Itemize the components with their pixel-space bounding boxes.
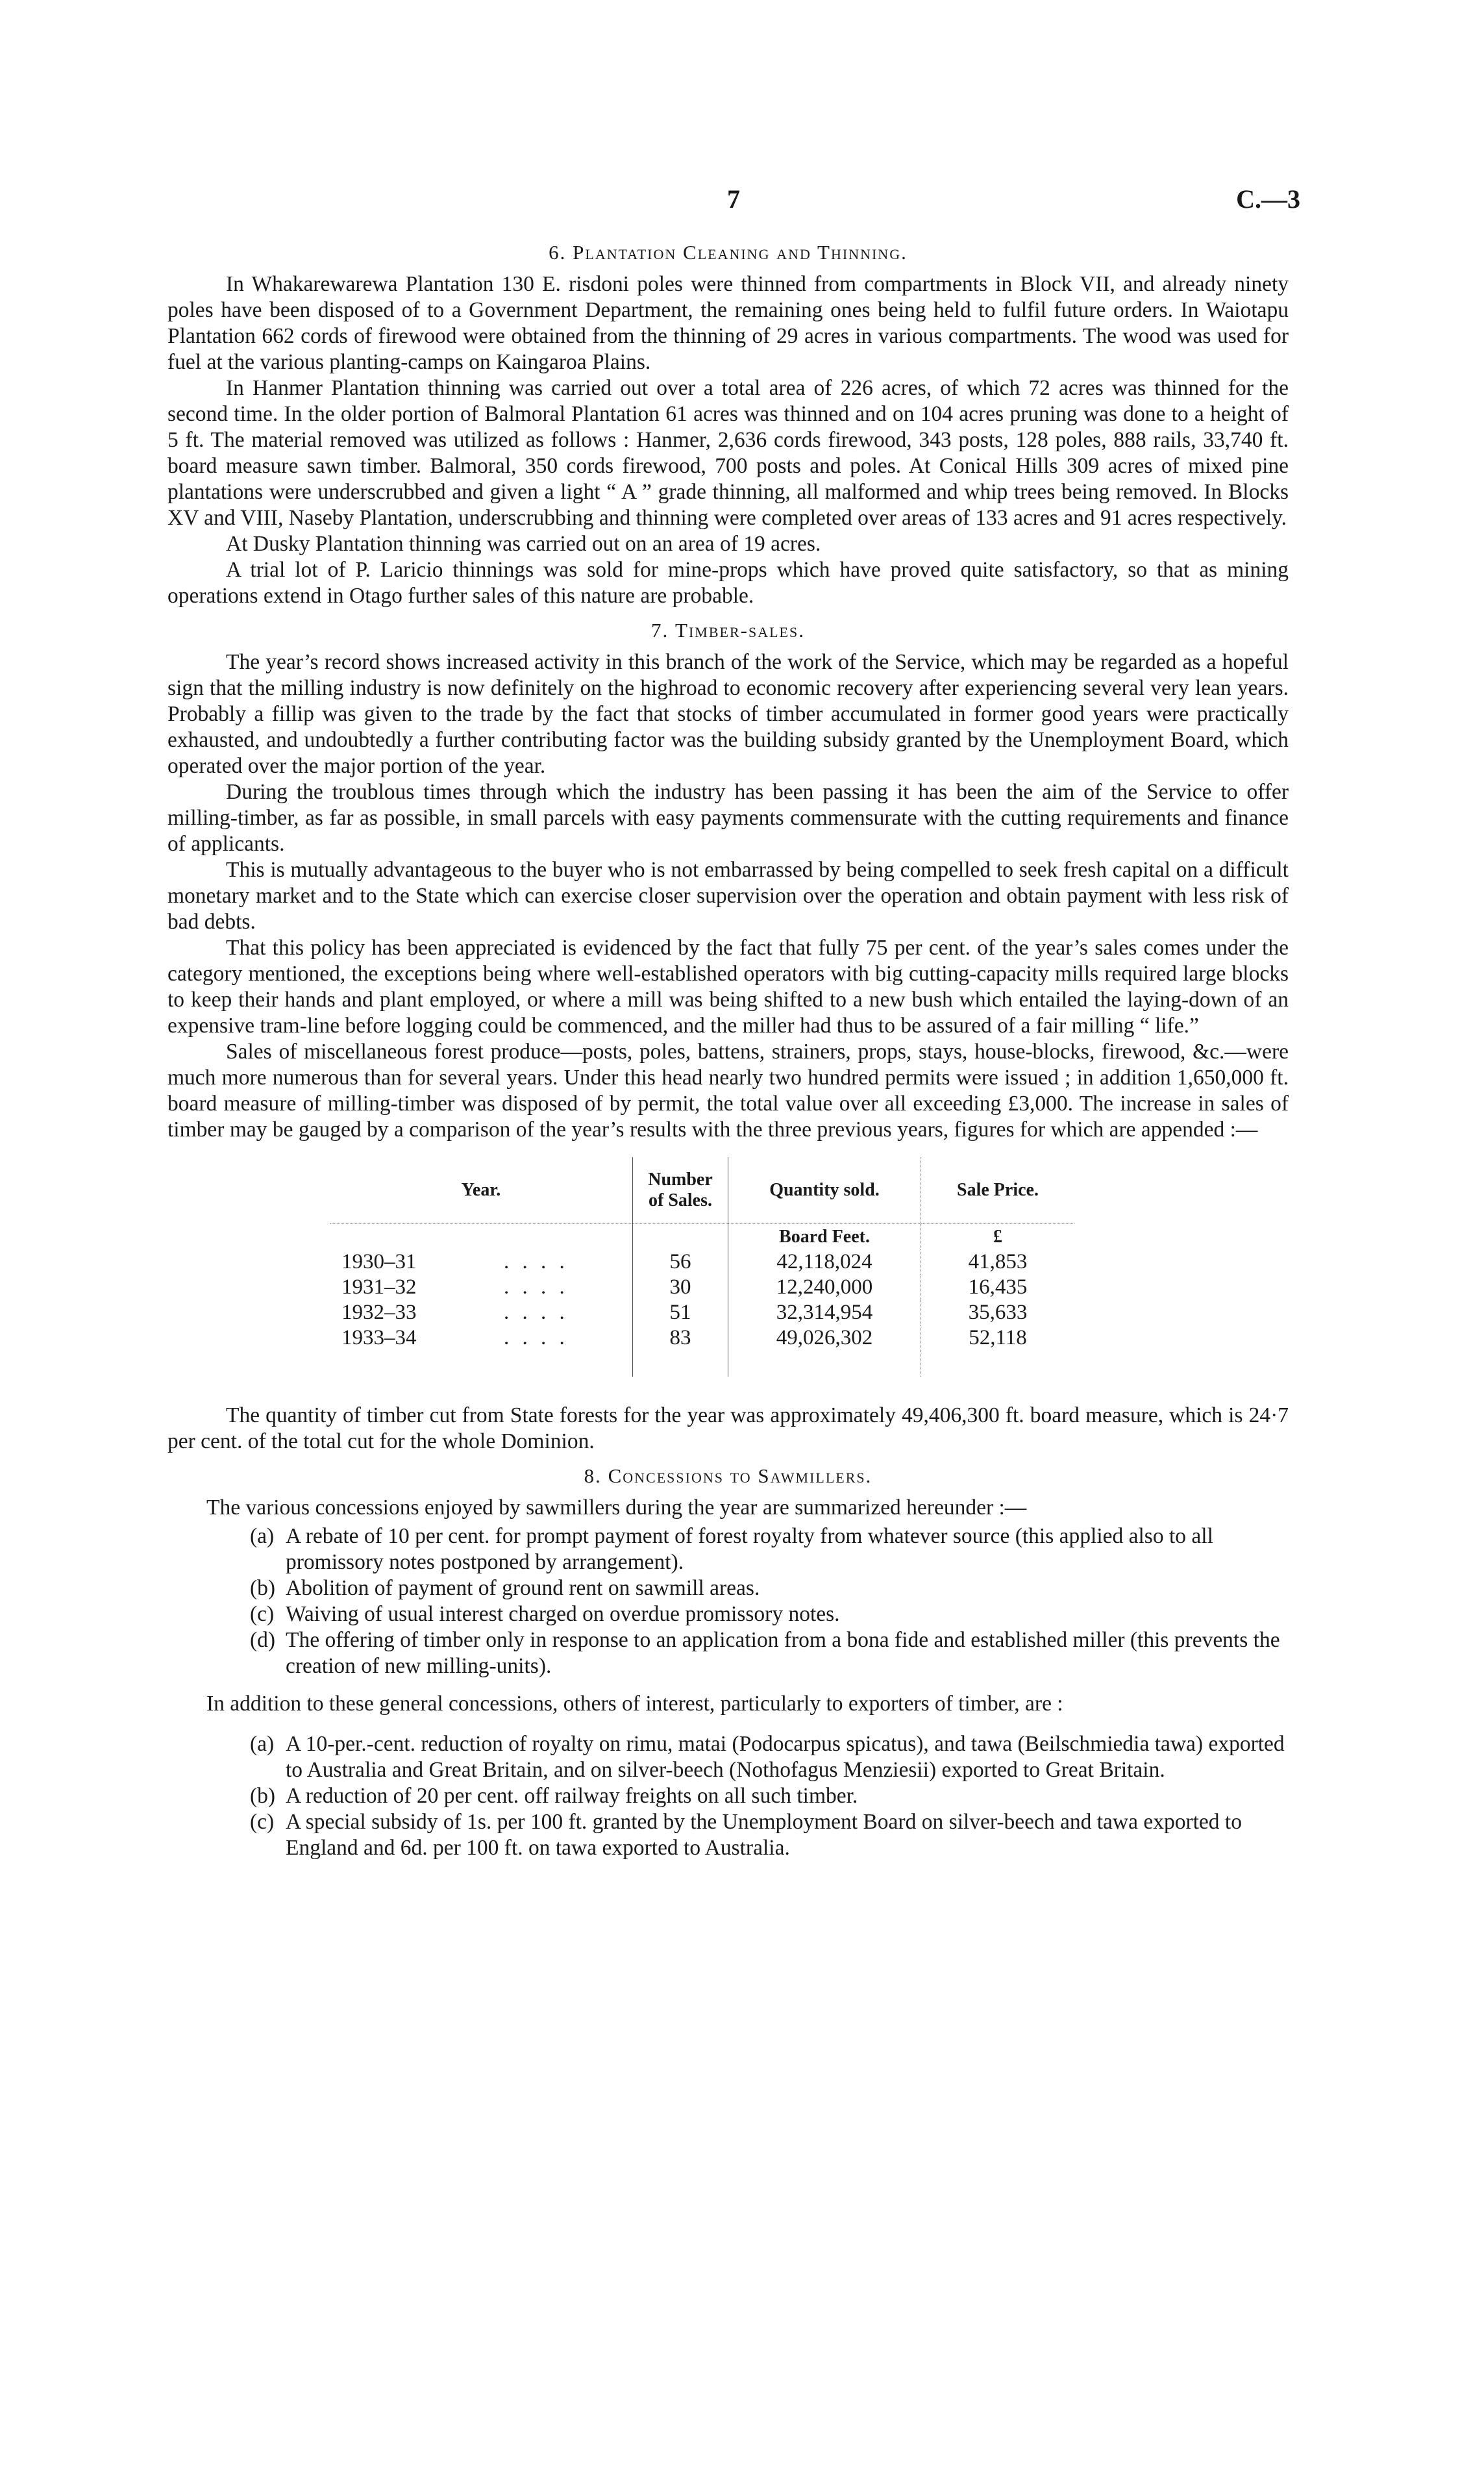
- table-spacer-row: [330, 1351, 1074, 1377]
- item-text: A reduction of 20 per cent. off railway freights on all such timber.: [286, 1784, 858, 1808]
- page-header: [0, 184, 1484, 216]
- page-body: [167, 240, 1289, 1861]
- table-units-row: [330, 1224, 1074, 1250]
- row-quantity: 12,240,000: [728, 1275, 921, 1300]
- timber-sales-table: [330, 1157, 1074, 1377]
- section-7-paragraph: The quantity of timber cut from State forests for the year was approximately 49,406,300 ft. board measure, which is 24·7 per cent. of the total cut for the whole Dominion.: [167, 1403, 1289, 1453]
- header-number-of-sales: Number of Sales.: [633, 1157, 728, 1224]
- unit-board-feet: Board Feet.: [728, 1224, 921, 1250]
- item-label: (a): [250, 1732, 275, 1756]
- list-item: [167, 1809, 1289, 1861]
- table-header-row: [330, 1157, 1074, 1224]
- dot-leader: . . . .: [504, 1275, 569, 1299]
- item-label: (c): [250, 1602, 275, 1626]
- section-8-number: 8.: [584, 1464, 608, 1487]
- section-6-paragraph: At Dusky Plantation thinning was carried out on an area of 19 acres.: [226, 532, 821, 556]
- list-item: [167, 1575, 1289, 1601]
- header-sale-price: Sale Price.: [921, 1157, 1075, 1224]
- dot-leader: . . . .: [504, 1250, 569, 1273]
- section-7-heading: [167, 618, 1289, 643]
- table-row: [330, 1249, 1074, 1275]
- item-label: (b): [250, 1576, 276, 1600]
- item-label: (d): [250, 1628, 276, 1652]
- section-6-paragraph: A trial lot of P. Laricio thinnings was sold for mine-props which have proved quite satisfactory, so that as mining operations extend in Otago further sales of this nature are probable.: [167, 558, 1289, 608]
- section-8-additional: In addition to these general concessions, others of interest, particularly to exporters of timber, are :: [206, 1692, 1063, 1716]
- list-item: [167, 1523, 1289, 1575]
- row-year: 1933–34: [341, 1326, 417, 1349]
- section-8-intro: The various concessions enjoyed by sawmillers during the year are summarized hereunder :—: [206, 1496, 1027, 1520]
- row-price: 41,853: [968, 1250, 1028, 1273]
- row-year: 1930–31: [341, 1250, 417, 1273]
- section-6-paragraph: In Hanmer Plantation thinning was carried out over a total area of 226 acres, of which 72 acres was thinned for the second time. In the older portion of Balmoral Plantation 61 acres was thinned and on 104 acres pruning was done to a height of 5 ft. The material removed was utilized as follows : Hanmer, 2,636 cords firewood, 343 posts, 128 poles, 888 rails, 33,740 ft. board measure sawn timber. Balmoral, 350 cords firewood, 700 posts and poles. At Conical Hills 309 acres of mixed pine plantations were underscrubbed and given a light “ A ” grade thinning, all malformed and whip trees being removed. In Blocks XV and VIII, Naseby Plantation, underscrubbing and thinning were completed over areas of 133 acres and 91 acres respectively.: [167, 376, 1289, 530]
- row-number-of-sales: 83: [633, 1325, 728, 1351]
- row-price: 52,118: [969, 1326, 1027, 1349]
- document-reference: C.—3: [1236, 184, 1300, 214]
- section-7-paragraph: The year’s record shows increased activity in this branch of the work of the Service, which may be regarded as a hopeful sign that the milling industry is now definitely on the highroad to economic recovery after experiencing several very lean years. Probably a fillip was given to the trade by the fact that stocks of timber accumulated in former good years were practically exhausted, and undoubtedly a further contributing factor was the building subsidy granted by the Unemployment Board, which operated over the major portion of the year.: [167, 650, 1289, 778]
- header-year: Year.: [330, 1157, 633, 1224]
- list-item: [167, 1601, 1289, 1627]
- dot-leader: . . . .: [504, 1326, 569, 1349]
- item-label: (b): [250, 1784, 276, 1808]
- section-8-heading: [167, 1464, 1289, 1488]
- export-concessions-list: [167, 1731, 1289, 1861]
- row-quantity: 32,314,954: [728, 1300, 921, 1325]
- unit-pounds: £: [993, 1227, 1002, 1247]
- item-text: Abolition of payment of ground rent on sawmill areas.: [286, 1576, 760, 1600]
- section-7-paragraph: This is mutually advantageous to the buyer who is not embarrassed by being compelled to seek fresh capital on a difficult monetary market and to the State which can exercise closer supervision over the operation and obtain payment with less risk of bad debts.: [167, 858, 1289, 934]
- list-item: [167, 1731, 1289, 1783]
- section-7-paragraph: Sales of miscellaneous forest produce—posts, poles, battens, strainers, props, stays, house-blocks, firewood, &c.—were much more numerous than for several years. Under this head nearly two hundred permits were issued ; in addition 1,650,000 ft. board measure of milling-timber was disposed of by permit, the total value over all exceeding £3,000. The increase in sales of timber may be gauged by a comparison of the year’s results with the three previous years, figures for which are appended :—: [167, 1040, 1289, 1142]
- row-price: 35,633: [968, 1301, 1028, 1324]
- timber-sales-table-wrap: [167, 1157, 1289, 1391]
- row-year: 1932–33: [341, 1301, 417, 1324]
- section-7-title: Timber-sales.: [675, 619, 805, 642]
- item-text: Waiving of usual interest charged on overdue promissory notes.: [286, 1602, 840, 1626]
- item-text: A special subsidy of 1s. per 100 ft. granted by the Unemployment Board on silver-beech and tawa exported to England and 6d. per 100 ft. on tawa exported to Australia.: [286, 1810, 1242, 1860]
- dot-leader: . . . .: [504, 1301, 569, 1324]
- section-6-heading: [167, 240, 1289, 265]
- list-item: [167, 1627, 1289, 1679]
- table-row: [330, 1275, 1074, 1300]
- section-8-title: Concessions to Sawmillers.: [608, 1464, 872, 1487]
- table-row: [330, 1300, 1074, 1325]
- item-text: A rebate of 10 per cent. for prompt payment of forest royalty from whatever source (this applied also to all promissory notes postponed by arrangement).: [286, 1524, 1213, 1574]
- page-number: 7: [727, 184, 740, 214]
- row-price: 16,435: [968, 1275, 1028, 1299]
- row-year: 1931–32: [341, 1275, 417, 1299]
- section-6-title: Plantation Cleaning and Thinning.: [573, 241, 908, 264]
- section-6-paragraph: In Whakarewarewa Plantation 130 E. risdoni poles were thinned from compartments in Block VII, and already ninety poles have been disposed of to a Government Department, the remaining ones being held to fulfil future orders. In Waiotapu Plantation 662 cords of firewood were obtained from the thinning of 29 acres in various compartments. The wood was used for fuel at the various planting-camps on Kaingaroa Plains.: [167, 272, 1289, 374]
- section-7-number: 7.: [651, 619, 676, 642]
- list-item: [167, 1783, 1289, 1809]
- header-quantity-sold: Quantity sold.: [728, 1157, 921, 1224]
- item-label: (c): [250, 1810, 275, 1834]
- row-quantity: 49,026,302: [728, 1325, 921, 1351]
- concessions-list: [167, 1523, 1289, 1679]
- row-quantity: 42,118,024: [728, 1249, 921, 1275]
- row-number-of-sales: 51: [633, 1300, 728, 1325]
- row-number-of-sales: 56: [633, 1249, 728, 1275]
- section-6-number: 6.: [549, 241, 573, 264]
- table-row: [330, 1325, 1074, 1351]
- item-text: A 10-per.-cent. reduction of royalty on rimu, matai (Podocarpus spicatus), and tawa (Beilschmiedia tawa) exported to Australia and Great Britain, and on silver-beech (Nothofagus Menziesii) exported to Great Britain.: [286, 1732, 1285, 1782]
- section-7-paragraph: During the troublous times through which the industry has been passing it has been the aim of the Service to offer milling-timber, as far as possible, in small parcels with easy payments commensurate with the cutting requirements and finance of applicants.: [167, 780, 1289, 856]
- section-7-paragraph: That this policy has been appreciated is evidenced by the fact that fully 75 per cent. of the year’s sales comes under the category mentioned, the exceptions being where well-established operators with big cutting-capacity mills required large blocks to keep their hands and plant employed, or where a mill was being shifted to a new bush which entailed the laying-down of an expensive tram-line before logging could be commenced, and the miller had thus to be assured of a fair milling “ life.”: [167, 936, 1289, 1038]
- row-number-of-sales: 30: [633, 1275, 728, 1300]
- item-text: The offering of timber only in response to an application from a bona fide and established miller (this prevents the creation of new milling-units).: [286, 1628, 1280, 1678]
- item-label: (a): [250, 1524, 275, 1548]
